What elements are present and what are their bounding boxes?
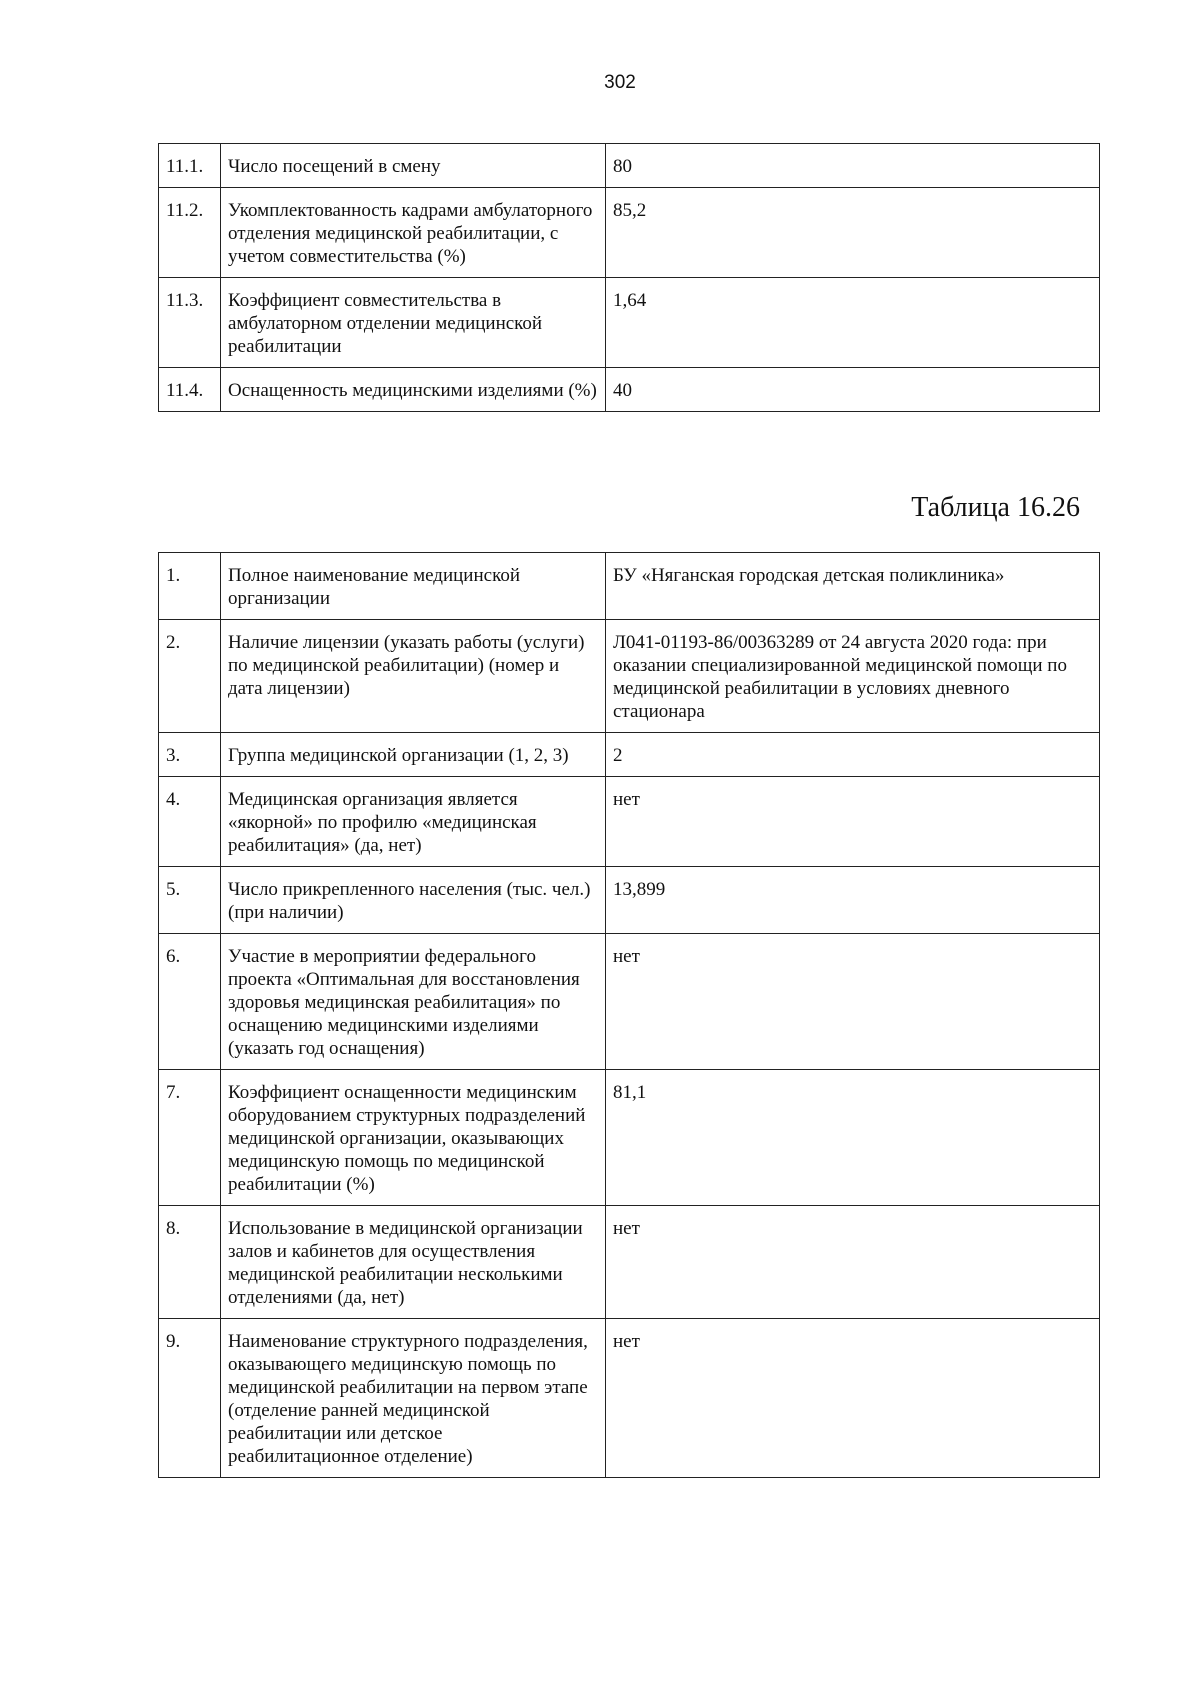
table-row xyxy=(159,278,1100,368)
row-label: Использование в медицинской организации залов и кабинетов для осуществления медицинской реабилитации несколькими отделениями (да, нет) xyxy=(221,1206,606,1319)
row-label: Наименование структурного подразделения, оказывающего медицинскую помощь по медицинской реабилитации на первом этапе (отделение ранней медицинской реабилитации или детское реабилитационное отделение) xyxy=(221,1319,606,1478)
row-number: 5. xyxy=(159,867,221,934)
row-number: 11.1. xyxy=(159,144,221,188)
row-label: Полное наименование медицинской организации xyxy=(221,553,606,620)
row-number: 11.3. xyxy=(159,278,221,368)
table-row xyxy=(159,867,1100,934)
row-label: Коэффициент совместительства в амбулаторном отделении медицинской реабилитации xyxy=(221,278,606,368)
row-label: Медицинская организация является «якорной» по профилю «медицинская реабилитация» (да, нет) xyxy=(221,777,606,867)
table-row xyxy=(159,733,1100,777)
table-row xyxy=(159,368,1100,412)
row-value: 13,899 xyxy=(606,867,1100,934)
row-value: 2 xyxy=(606,733,1100,777)
row-number: 6. xyxy=(159,934,221,1070)
row-value: БУ «Няганская городская детская поликлиника» xyxy=(606,553,1100,620)
table-row xyxy=(159,1206,1100,1319)
row-number: 8. xyxy=(159,1206,221,1319)
row-label: Наличие лицензии (указать работы (услуги) по медицинской реабилитации) (номер и дата лицензии) xyxy=(221,620,606,733)
row-number: 7. xyxy=(159,1070,221,1206)
row-number: 11.4. xyxy=(159,368,221,412)
row-value: нет xyxy=(606,777,1100,867)
row-number: 1. xyxy=(159,553,221,620)
row-value: 1,64 xyxy=(606,278,1100,368)
organization-table xyxy=(158,552,1100,1478)
row-label: Коэффициент оснащенности медицинским оборудованием структурных подразделений медицинской организации, оказывающих медицинскую помощь по медицинской реабилитации (%) xyxy=(221,1070,606,1206)
table-row xyxy=(159,934,1100,1070)
table-caption: Таблица 16.26 xyxy=(911,492,1080,523)
row-number: 4. xyxy=(159,777,221,867)
row-label: Число посещений в смену xyxy=(221,144,606,188)
row-label: Оснащенность медицинскими изделиями (%) xyxy=(221,368,606,412)
row-value: нет xyxy=(606,934,1100,1070)
table-row xyxy=(159,144,1100,188)
table-row xyxy=(159,620,1100,733)
table-row xyxy=(159,1070,1100,1206)
indicators-table-continuation xyxy=(158,143,1100,412)
row-value: нет xyxy=(606,1319,1100,1478)
row-number: 2. xyxy=(159,620,221,733)
table-row xyxy=(159,1319,1100,1478)
row-value: 85,2 xyxy=(606,188,1100,278)
table-row xyxy=(159,188,1100,278)
row-label: Участие в мероприятии федерального проекта «Оптимальная для восстановления здоровья медицинская реабилитация» по оснащению медицинскими изделиями (указать год оснащения) xyxy=(221,934,606,1070)
row-value: 40 xyxy=(606,368,1100,412)
row-value: 80 xyxy=(606,144,1100,188)
row-label: Число прикрепленного населения (тыс. чел.) (при наличии) xyxy=(221,867,606,934)
row-value: нет xyxy=(606,1206,1100,1319)
row-number: 3. xyxy=(159,733,221,777)
row-label: Группа медицинской организации (1, 2, 3) xyxy=(221,733,606,777)
table-row xyxy=(159,777,1100,867)
row-number: 9. xyxy=(159,1319,221,1478)
row-value: 81,1 xyxy=(606,1070,1100,1206)
table-row xyxy=(159,553,1100,620)
row-label: Укомплектованность кадрами амбулаторного отделения медицинской реабилитации, с учетом совместительства (%) xyxy=(221,188,606,278)
row-value: Л041-01193-86/00363289 от 24 августа 2020 года: при оказании специализированной медицинской помощи по медицинской реабилитации в условиях дневного стационара xyxy=(606,620,1100,733)
row-number: 11.2. xyxy=(159,188,221,278)
page-number: 302 xyxy=(604,72,636,93)
